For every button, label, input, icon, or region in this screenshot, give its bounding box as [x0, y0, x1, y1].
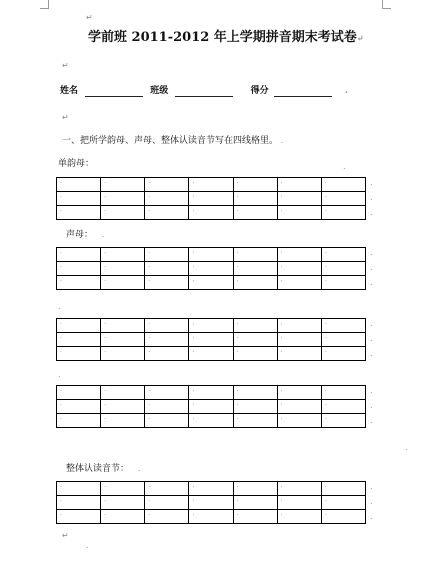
grid-cell[interactable]: . — [277, 400, 321, 414]
row-end-mark: . — [370, 263, 373, 272]
crop-mark-top-left — [40, 0, 49, 9]
row-end-mark: . — [370, 334, 373, 343]
grid-cell[interactable]: . — [277, 414, 321, 428]
grid-cell[interactable]: . — [57, 400, 101, 414]
grid-cell[interactable]: . — [189, 248, 233, 262]
score-label: 得分 — [250, 86, 269, 96]
row-end-mark: . — [370, 349, 373, 358]
grid-cell[interactable]: . — [57, 319, 101, 333]
grid-cell[interactable]: . — [233, 482, 277, 496]
grid-cell[interactable]: . — [277, 319, 321, 333]
four-line-grid-finals[interactable] — [56, 177, 366, 220]
paragraph-mark: . — [58, 370, 61, 379]
grid-cell[interactable]: . — [321, 178, 365, 192]
grid-cell[interactable]: . — [277, 262, 321, 276]
grid-cell[interactable]: . — [233, 400, 277, 414]
grid-cell[interactable]: . — [233, 496, 277, 510]
grid-cell[interactable]: . — [277, 276, 321, 290]
row-end-mark: . — [370, 482, 373, 491]
grid-cell[interactable]: . — [57, 192, 101, 206]
grid-cell[interactable]: . — [145, 206, 189, 220]
grid-cell[interactable]: . — [101, 386, 145, 400]
grid-cell[interactable]: . — [233, 178, 277, 192]
paragraph-mark: ↵ — [62, 531, 69, 540]
grid-cell[interactable]: . — [321, 510, 365, 524]
class-blank[interactable] — [175, 86, 233, 97]
grid-row — [57, 347, 366, 361]
row-end-mark: . — [370, 401, 373, 410]
grid-cell[interactable]: . — [189, 178, 233, 192]
grid-cell[interactable]: . — [189, 400, 233, 414]
row-end-mark: . — [370, 319, 373, 328]
paragraph-mark: . — [137, 464, 141, 473]
grid-cell[interactable]: . — [101, 248, 145, 262]
grid-cell[interactable]: . — [321, 482, 365, 496]
grid-row — [57, 276, 366, 290]
grid-cell[interactable]: . — [101, 333, 145, 347]
grid-cell[interactable]: . — [277, 333, 321, 347]
class-label: 班级 — [150, 86, 169, 96]
grid-cell[interactable]: . — [321, 414, 365, 428]
document-title — [88, 30, 388, 46]
grid-cell[interactable]: . — [233, 414, 277, 428]
grid-cell[interactable]: . — [101, 482, 145, 496]
grid-cell[interactable]: . — [101, 206, 145, 220]
grid-cell[interactable]: . — [189, 414, 233, 428]
grid-cell[interactable]: . — [189, 333, 233, 347]
grid-cell[interactable]: . — [233, 206, 277, 220]
grid-cell[interactable]: . — [57, 496, 101, 510]
row-end-mark: . — [370, 193, 373, 202]
grid-cell[interactable]: . — [277, 206, 321, 220]
grid-cell[interactable]: . — [57, 347, 101, 361]
grid-cell[interactable]: . — [145, 276, 189, 290]
grid-cell[interactable]: . — [321, 333, 365, 347]
grid-cell[interactable]: . — [145, 319, 189, 333]
grid-cell[interactable]: . — [145, 333, 189, 347]
grid-cell[interactable]: . — [233, 262, 277, 276]
grid-cell[interactable]: . — [145, 482, 189, 496]
grid-cell[interactable]: . — [57, 276, 101, 290]
paragraph-mark: . — [86, 541, 89, 550]
initials-label-text: 声母： — [66, 230, 94, 240]
grid-cell[interactable]: . — [321, 206, 365, 220]
grid-cell[interactable]: . — [57, 386, 101, 400]
grid-cell[interactable]: . — [189, 510, 233, 524]
whole-syllables-label-text: 整体认读音节： — [66, 464, 130, 474]
four-line-grid-initials-3[interactable] — [56, 385, 366, 428]
grid-cell[interactable]: . — [101, 192, 145, 206]
paragraph-mark: ↵ — [62, 113, 69, 122]
paragraph-mark: ↵ — [86, 13, 93, 22]
row-end-mark: . — [370, 497, 373, 506]
paragraph-mark: . — [343, 162, 346, 171]
grid-row — [57, 178, 366, 192]
row-end-mark: . — [370, 512, 373, 521]
title-text: 学前班 2011-2012 年上学期拼音期末考试卷 — [88, 30, 357, 45]
row-end-mark: . — [370, 248, 373, 257]
grid-cell[interactable]: . — [101, 496, 145, 510]
grid-cell[interactable]: . — [233, 192, 277, 206]
finals-label — [58, 158, 94, 170]
grid-cell[interactable]: . — [101, 414, 145, 428]
grid-cell[interactable]: . — [57, 248, 101, 262]
grid-cell[interactable]: . — [57, 482, 101, 496]
grid-cell[interactable]: . — [277, 510, 321, 524]
grid-cell[interactable]: . — [101, 400, 145, 414]
paragraph-mark: . — [58, 302, 61, 311]
grid-cell[interactable]: . — [145, 262, 189, 276]
grid-cell[interactable]: . — [233, 319, 277, 333]
initials-label — [66, 229, 104, 241]
grid-cell[interactable]: . — [233, 333, 277, 347]
grid-cell[interactable]: . — [277, 178, 321, 192]
grid-cell[interactable]: . — [145, 400, 189, 414]
name-label: 姓名 — [60, 86, 79, 96]
paragraph-mark: . — [344, 86, 348, 95]
row-end-mark: . — [370, 416, 373, 425]
grid-cell[interactable]: . — [233, 248, 277, 262]
grid-cell[interactable]: . — [145, 192, 189, 206]
grid-row — [57, 262, 366, 276]
paragraph-mark: . — [280, 136, 284, 145]
grid-cell[interactable]: . — [277, 192, 321, 206]
grid-cell[interactable]: . — [57, 333, 101, 347]
grid-cell[interactable]: . — [321, 262, 365, 276]
grid-cell[interactable]: . — [321, 192, 365, 206]
grid-cell[interactable]: . — [189, 206, 233, 220]
grid-cell[interactable]: . — [189, 262, 233, 276]
grid-cell[interactable]: . — [145, 347, 189, 361]
row-end-mark: . — [370, 278, 373, 287]
student-info-row — [60, 85, 348, 97]
paragraph-mark: . — [405, 443, 408, 452]
whole-syllables-label — [66, 463, 140, 475]
grid-row — [57, 400, 366, 414]
paragraph-mark: . — [101, 230, 105, 239]
grid-cell[interactable]: . — [321, 276, 365, 290]
grid-row — [57, 386, 366, 400]
grid-cell[interactable]: . — [233, 276, 277, 290]
grid-cell[interactable]: . — [277, 347, 321, 361]
grid-cell[interactable]: . — [57, 510, 101, 524]
grid-cell[interactable]: . — [321, 248, 365, 262]
row-end-mark: . — [370, 386, 373, 395]
four-line-grid-initials-1[interactable] — [56, 247, 366, 290]
paragraph-mark: ↵ — [62, 61, 69, 70]
grid-cell[interactable]: . — [145, 178, 189, 192]
grid-cell[interactable]: . — [101, 319, 145, 333]
grid-cell[interactable]: . — [189, 347, 233, 361]
grid-cell[interactable]: . — [145, 386, 189, 400]
grid-cell[interactable]: . — [321, 319, 365, 333]
grid-row — [57, 192, 366, 206]
four-line-grid-initials-2[interactable] — [56, 318, 366, 361]
finals-label-text: 单韵母： — [58, 159, 95, 169]
grid-cell[interactable]: . — [189, 319, 233, 333]
four-line-grid-whole-syllables[interactable] — [56, 481, 366, 524]
grid-cell[interactable]: . — [189, 386, 233, 400]
grid-cell[interactable]: . — [189, 496, 233, 510]
grid-row — [57, 496, 366, 510]
grid-cell[interactable]: . — [145, 496, 189, 510]
score-blank[interactable] — [274, 86, 332, 97]
row-end-mark: . — [370, 178, 373, 187]
grid-row — [57, 248, 366, 262]
grid-cell[interactable]: . — [233, 347, 277, 361]
instruction-text — [62, 135, 283, 147]
grid-cell[interactable]: . — [277, 248, 321, 262]
grid-cell[interactable]: . — [101, 262, 145, 276]
grid-cell[interactable]: . — [321, 347, 365, 361]
grid-row — [57, 414, 366, 428]
grid-cell[interactable]: . — [101, 510, 145, 524]
name-blank[interactable] — [85, 86, 143, 97]
grid-cell[interactable]: . — [233, 386, 277, 400]
paragraph-mark: ↵ — [356, 33, 364, 43]
grid-cell[interactable]: . — [145, 510, 189, 524]
grid-cell[interactable]: . — [189, 192, 233, 206]
grid-row — [57, 482, 366, 496]
grid-row — [57, 510, 366, 524]
grid-cell[interactable]: . — [321, 386, 365, 400]
grid-cell[interactable]: . — [321, 496, 365, 510]
grid-cell[interactable]: . — [57, 206, 101, 220]
grid-row — [57, 206, 366, 220]
grid-cell[interactable]: . — [233, 510, 277, 524]
grid-row — [57, 333, 366, 347]
grid-cell[interactable]: . — [277, 386, 321, 400]
instruction-content: 一、把所学韵母、声母、整体认读音节写在四线格里。 — [62, 136, 279, 146]
grid-cell[interactable]: . — [189, 482, 233, 496]
grid-cell[interactable]: . — [145, 248, 189, 262]
grid-cell[interactable]: . — [101, 178, 145, 192]
crop-mark-top-right — [382, 0, 391, 9]
grid-row — [57, 319, 366, 333]
grid-cell[interactable]: . — [57, 262, 101, 276]
grid-cell[interactable]: . — [321, 400, 365, 414]
grid-cell[interactable]: . — [57, 414, 101, 428]
grid-cell[interactable]: . — [277, 496, 321, 510]
grid-cell[interactable]: . — [145, 414, 189, 428]
grid-cell[interactable]: . — [57, 178, 101, 192]
grid-cell[interactable]: . — [277, 482, 321, 496]
grid-cell[interactable]: . — [101, 276, 145, 290]
grid-cell[interactable]: . — [189, 276, 233, 290]
grid-cell[interactable]: . — [101, 347, 145, 361]
row-end-mark: . — [370, 208, 373, 217]
